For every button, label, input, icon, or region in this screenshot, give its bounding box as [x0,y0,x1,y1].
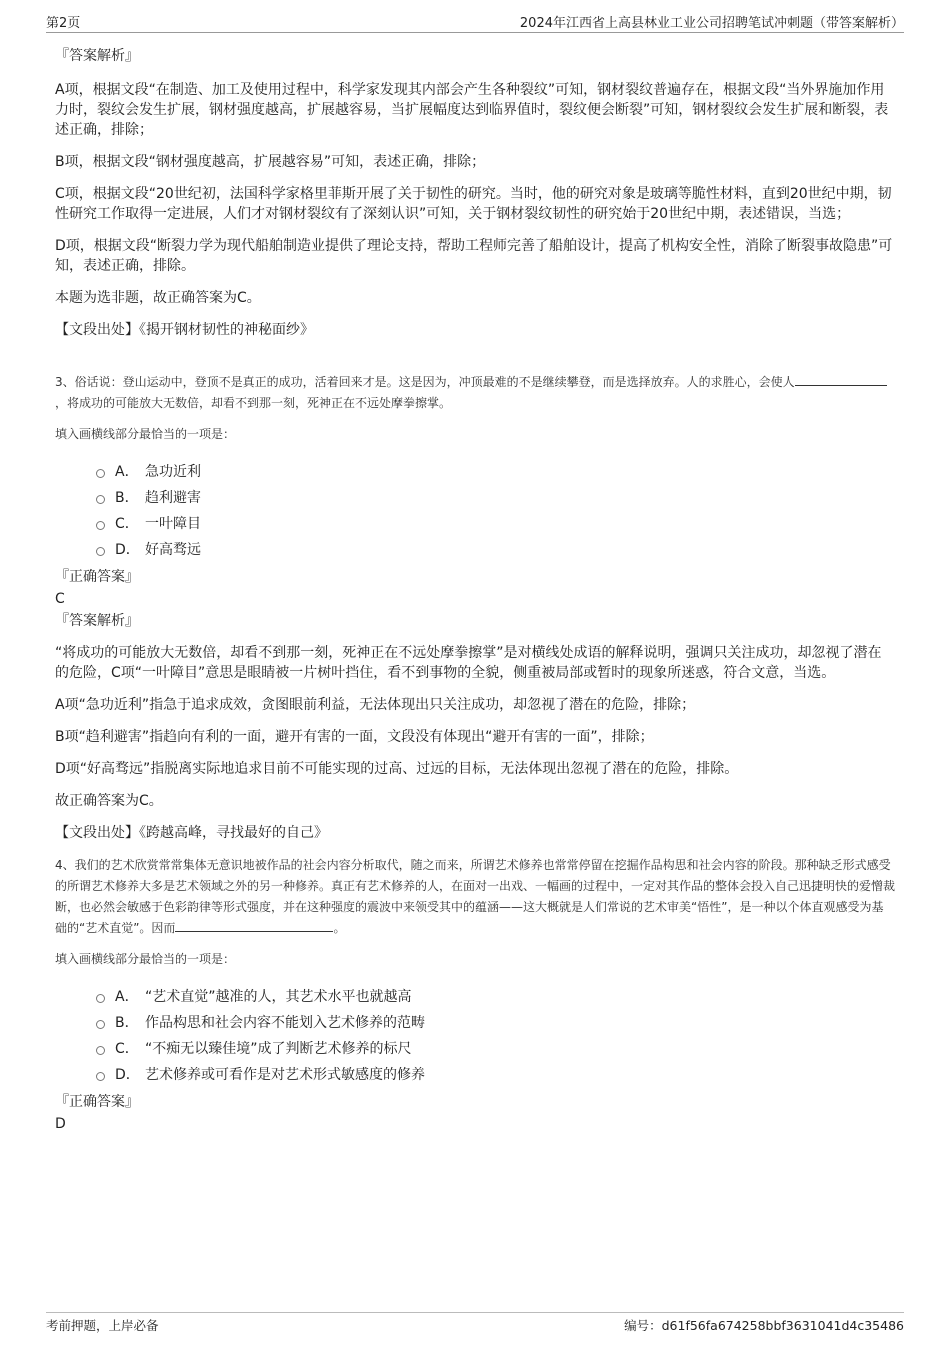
q4-blank [175,919,333,932]
q4-option-a[interactable]: A． “艺术直觉”越准的人，其艺术水平也就越高 [55,984,895,1010]
footer-slogan: 考前押题，上岸必备 [46,1318,159,1333]
q3-analysis-a: A项“急功近利”指急于追求成效，贪图眼前利益，无法体现出只关注成功，却忽视了潜在的危险，排除； [55,697,696,713]
page-footer [46,1312,904,1334]
document-title: 2024年江西省上高县林业工业公司招聘笔试冲刺题（带答案解析） [519,16,904,31]
q3-option-b[interactable]: B． 趋利避害 [55,485,895,511]
q3-option-c[interactable]: C． 一叶障目 [55,511,895,537]
q2-analysis-b: B项，根据文段“钢材强度越高，扩展越容易”可知，表述正确，排除； [55,154,486,170]
q2-source: 【文段出处】《揭开钢材韧性的神秘面纱》 [55,322,314,338]
q4-stem-part-b: 。 [333,921,346,935]
q3-conclusion: 故正确答案为C。 [55,793,163,809]
radio-icon[interactable] [96,1020,105,1029]
q3-analysis-label: 『答案解析』 [55,613,139,629]
q4-answer-label: 『正确答案』 [55,1094,139,1110]
q3-answer-label: 『正确答案』 [55,569,139,585]
q3-blank [795,373,887,386]
radio-icon[interactable] [96,521,105,530]
q3-analysis-d: D项“好高骛远”指脱离实际地追求目前不可能实现的过高、过远的目标，无法体现出忽视了潜在的危险，排除。 [55,761,739,777]
q4-option-c[interactable]: C． “不痴无以臻佳境”成了判断艺术修养的标尺 [55,1036,895,1062]
radio-icon[interactable] [96,1072,105,1081]
q4-stem [55,855,895,939]
q4-stem-part-a: 4、我们的艺术欣赏常常集体无意识地被作品的社会内容分析取代，随之而来，所谓艺术修养也常常停留在挖掘作品构思和社会内容的阶段。那种缺乏形式感受的所谓艺术修养大多是艺术领域之外的另一种修养。真正有艺术修养的人，在面对一出戏、一幅画的过程中，一定对其作品的整体会投入自己迅捷明快的爱憎裁断，也必然会敏感于色彩韵律等形式强度，并在这种强度的震波中来领受其中的蕴涵——这大概就是人们常说的艺术审美“悟性”，是一种以个体直观感受为基础的“艺术直觉”。因而 [55,858,896,935]
q4-answer: D [55,1116,66,1132]
document-id: 编号：d61f56fa674258bbf3631041d4c35486 [624,1318,904,1333]
q3-stem [55,372,895,414]
radio-icon[interactable] [96,1046,105,1055]
q2-analysis-a: A项，根据文段“在制造、加工及使用过程中，科学家发现其内部会产生各种裂纹”可知，钢材裂纹普遍存在，根据文段“当外界施加作用力时，裂纹会发生扩展，钢材强度越高，扩展越容易，当扩展幅度达到临界值时，裂纹便会断裂”可知，钢材裂纹会发生扩展和断裂，表述正确，排除； [55,82,889,138]
q3-option-d[interactable]: D． 好高骛远 [55,537,895,563]
q3-option-a[interactable]: A． 急功近利 [55,459,895,485]
q2-analysis-d: D项，根据文段“断裂力学为现代船舶制造业提供了理论支持，帮助工程师完善了船舶设计，提高了机构安全性，消除了断裂事故隐患”可知，表述正确，排除。 [55,238,893,274]
q4-options [55,984,895,1088]
q4-prompt: 填入画横线部分最恰当的一项是： [55,952,236,966]
q3-analysis-intro: “将成功的可能放大无数倍，却看不到那一刻，死神正在不远处摩拳擦掌”是对横线处成语的解释说明，强调只关注成功，却忽视了潜在的危险，C项“一叶障目”意思是眼睛被一片树叶挡住，看不到事物的全貌，侧重被局部或暂时的现象所迷惑，符合文意，当选。 [55,645,882,681]
q3-stem-part-a: 3、俗话说：登山运动中，登顶不是真正的成功，活着回来才是。这是因为，冲顶最难的不是继续攀登，而是选择放弃。人的求胜心，会使人 [55,375,795,389]
q4-option-b[interactable]: B． 作品构思和社会内容不能划入艺术修养的范畴 [55,1010,895,1036]
q3-answer: C [55,591,65,607]
page-header [46,12,904,33]
radio-icon[interactable] [96,469,105,478]
q3-source: 【文段出处】《跨越高峰，寻找最好的自己》 [55,825,328,841]
q3-options [55,459,895,563]
q3-stem-part-b: ，将成功的可能放大无数倍，却看不到那一刻，死神正在不远处摩拳擦掌。 [55,396,452,410]
radio-icon[interactable] [96,495,105,504]
radio-icon[interactable] [96,547,105,556]
analysis-label: 『答案解析』 [55,48,139,64]
q3-analysis-b: B项“趋利避害”指趋向有利的一面，避开有害的一面，文段没有体现出“避开有害的一面”，排除； [55,729,654,745]
document-body [55,44,895,1134]
q4-option-d[interactable]: D． 艺术修养或可看作是对艺术形式敏感度的修养 [55,1062,895,1088]
radio-icon[interactable] [96,994,105,1003]
q2-analysis-c: C项，根据文段“20世纪初，法国科学家格里菲斯开展了关于韧性的研究。当时，他的研究对象是玻璃等脆性材料，直到20世纪中期，韧性研究工作取得一定进展，人们才对钢材裂纹有了深刻认识”可知，关于钢材裂纹韧性的研究始于20世纪中期，表述错误，当选； [55,186,892,222]
q3-prompt: 填入画横线部分最恰当的一项是： [55,427,236,441]
page-number: 第2页 [46,16,81,31]
q2-conclusion: 本题为选非题，故正确答案为C。 [55,290,261,306]
